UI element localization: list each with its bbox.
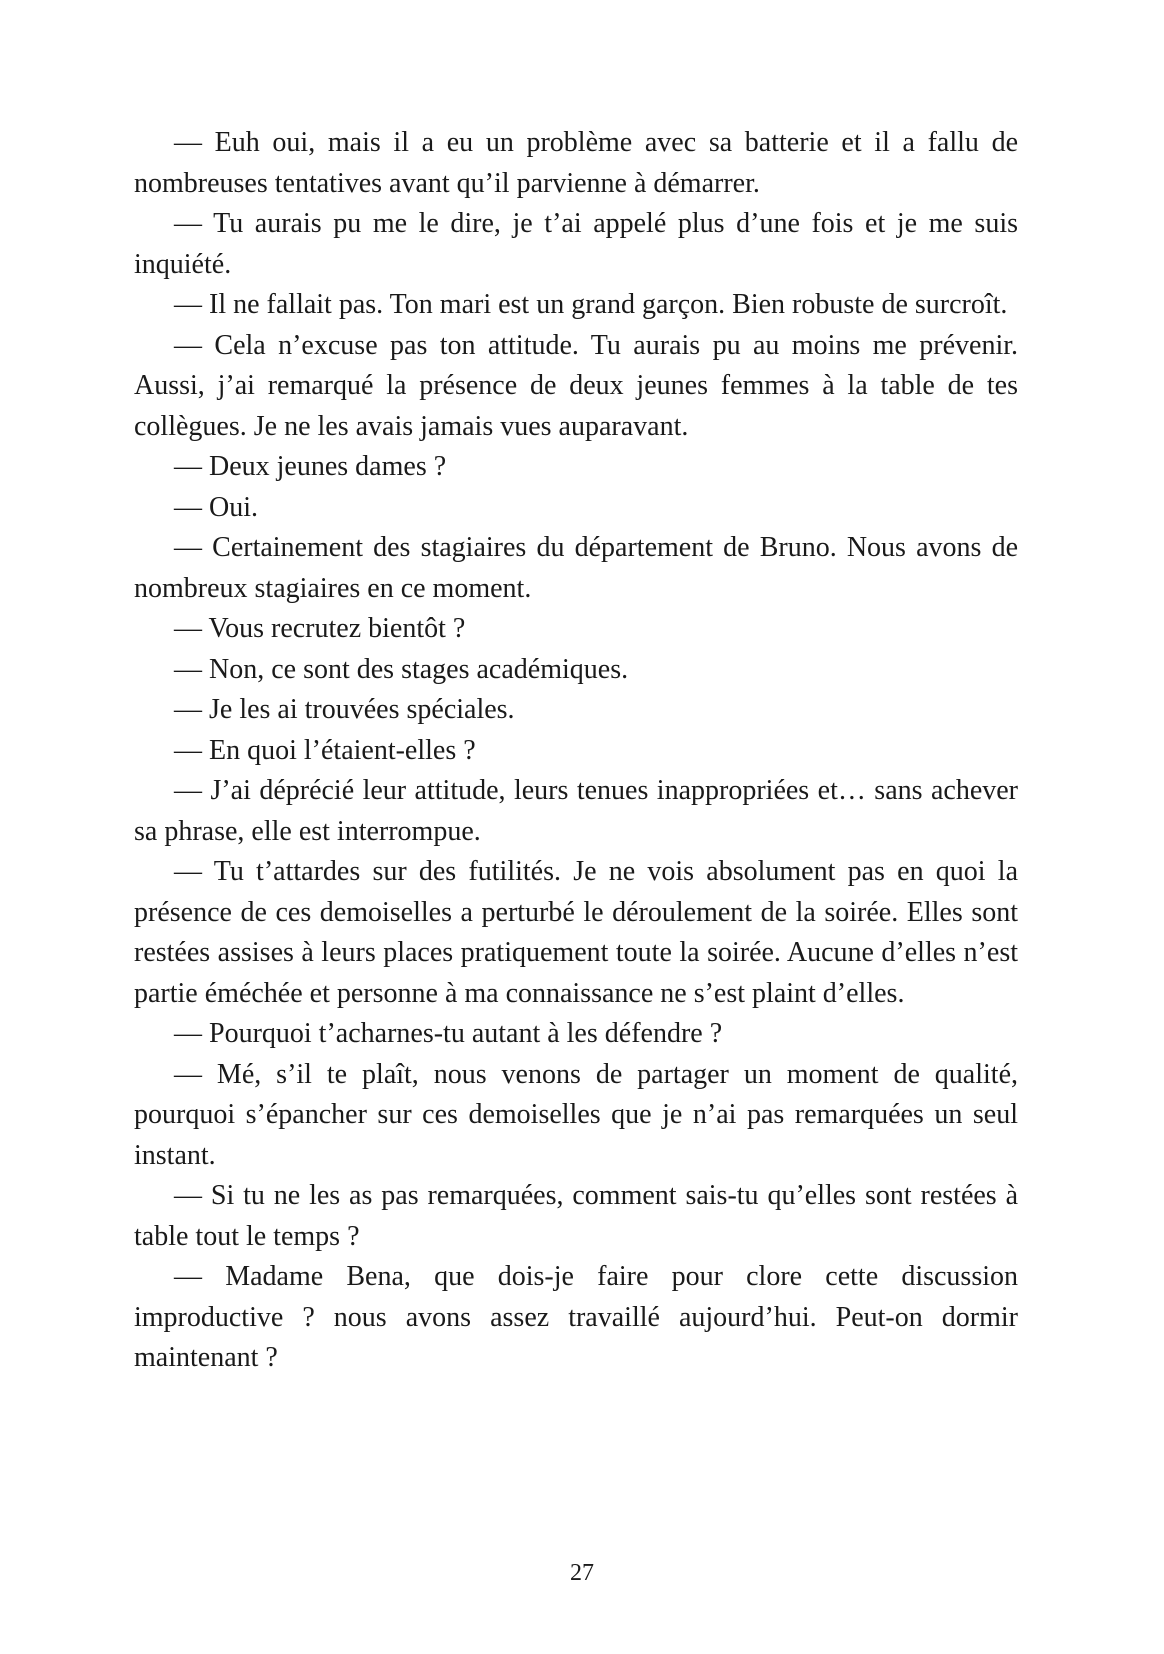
paragraph: — Il ne fallait pas. Ton mari est un grand garçon. Bien robuste de surcroît. — [174, 289, 1008, 320]
page-number: 27 — [570, 1560, 594, 1586]
paragraph: — Euh oui, mais il a eu un problème avec sa batterie et il a fallu de nombreuses tentatives avant qu’il parvienne à démarrer. — [134, 127, 1018, 199]
body-text — [134, 123, 1018, 1379]
paragraph: — Deux jeunes dames ? — [174, 451, 447, 482]
paragraph: — Oui. — [174, 491, 258, 523]
paragraph: — Tu t’attardes sur des futilités. Je ne vois absolument pas en quoi la présence de ces demoiselles a perturbé le déroulement de la soirée. Elles sont restées assises à leurs places pratiquement toute la soirée. Aucune d’elles n’est partie éméchée et personne à ma connaissance ne s’est plaint d’elles. — [134, 856, 1018, 1009]
paragraph: — Mé, s’il te plaît, nous venons de partager un moment de qualité, pourquoi s’épancher sur ces demoiselles que je n’ai pas remarquées un seul instant. — [134, 1058, 1018, 1171]
paragraph: — Vous recrutez bientôt ? — [174, 613, 466, 644]
paragraph: — Certainement des stagiaires du département de Bruno. Nous avons de nombreux stagiaires en ce moment. — [134, 532, 1018, 604]
paragraph: — Je les ai trouvées spéciales. — [174, 694, 515, 725]
paragraph: — Tu aurais pu me le dire, je t’ai appelé plus d’une fois et je me suis inquiété. — [134, 208, 1018, 280]
paragraph: — En quoi l’étaient-elles ? — [174, 734, 476, 766]
paragraph: — Non, ce sont des stages académiques. — [174, 653, 629, 685]
paragraph: — J’ai déprécié leur attitude, leurs tenues inappropriées et… sans achever sa phrase, elle est interrompue. — [134, 775, 1018, 847]
paragraph: — Pourquoi t’acharnes-tu autant à les défendre ? — [174, 1018, 723, 1049]
paragraph: — Si tu ne les as pas remarquées, comment sais-tu qu’elles sont restées à table tout le temps ? — [134, 1180, 1018, 1252]
paragraph: — Madame Bena, que dois-je faire pour clore cette discussion improductive ? nous avons assez travaillé aujourd’hui. Peut-on dormir maintenant ? — [134, 1261, 1018, 1373]
paragraph: — Cela n’excuse pas ton attitude. Tu aurais pu au moins me prévenir. Aussi, j’ai remarqué la présence de deux jeunes femmes à la table de tes collègues. Je ne les avais jamais vues auparavant. — [134, 329, 1018, 442]
